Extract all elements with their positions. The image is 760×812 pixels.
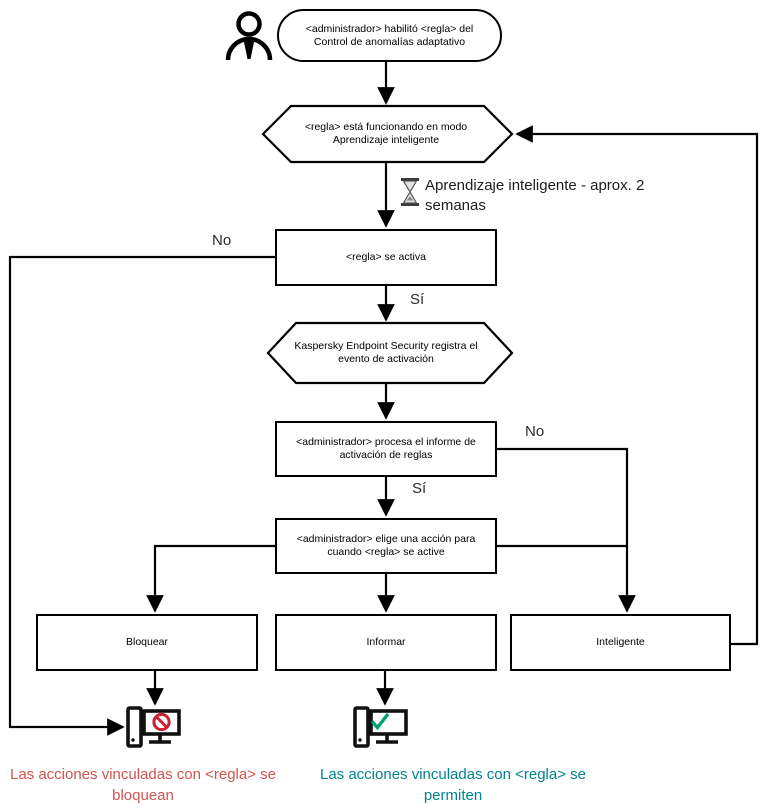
prohibition-icon [154, 714, 169, 729]
node-action-inform: Informar [275, 614, 497, 671]
connector-no-to-smart [496, 449, 627, 611]
computer-blocked-icon [128, 708, 179, 746]
result-allowed-text: Las acciones vinculadas con <regla> se permiten [319, 766, 586, 804]
node-action-smart: Inteligente [510, 614, 731, 671]
node-event-logged: Kaspersky Endpoint Security registra el evento de activación [294, 340, 478, 365]
connector-choose-to-block [155, 546, 276, 611]
node-choose-action: <administrador> elige una acción para cuando <regla> se active [275, 518, 497, 574]
result-blocked-text: Las acciones vinculadas con <regla> se bloquean [9, 766, 276, 804]
learning-duration-note: Aprendizaje inteligente - aprox. 2 semanas [425, 177, 645, 214]
edge-label-si-2: Sí [412, 480, 427, 497]
node-rule-triggers: <regla> se activa [275, 229, 497, 286]
computer-check-icon [355, 708, 406, 746]
user-icon [228, 14, 270, 61]
edge-label-si-1: Sí [410, 291, 425, 308]
node-start: <administrador> habilitó <regla> del Control de anomalías adaptativo [277, 9, 502, 62]
node-action-block: Bloquear [36, 614, 258, 671]
node-smart-mode: <regla> está funcionando en modo Aprendizaje inteligente [304, 121, 468, 146]
check-icon [372, 714, 388, 728]
node-process-report: <administrador> procesa el informe de activación de reglas [275, 421, 497, 477]
edge-label-no-2: No [525, 423, 545, 440]
hourglass-icon [401, 178, 419, 206]
edge-label-no-1: No [212, 232, 232, 249]
